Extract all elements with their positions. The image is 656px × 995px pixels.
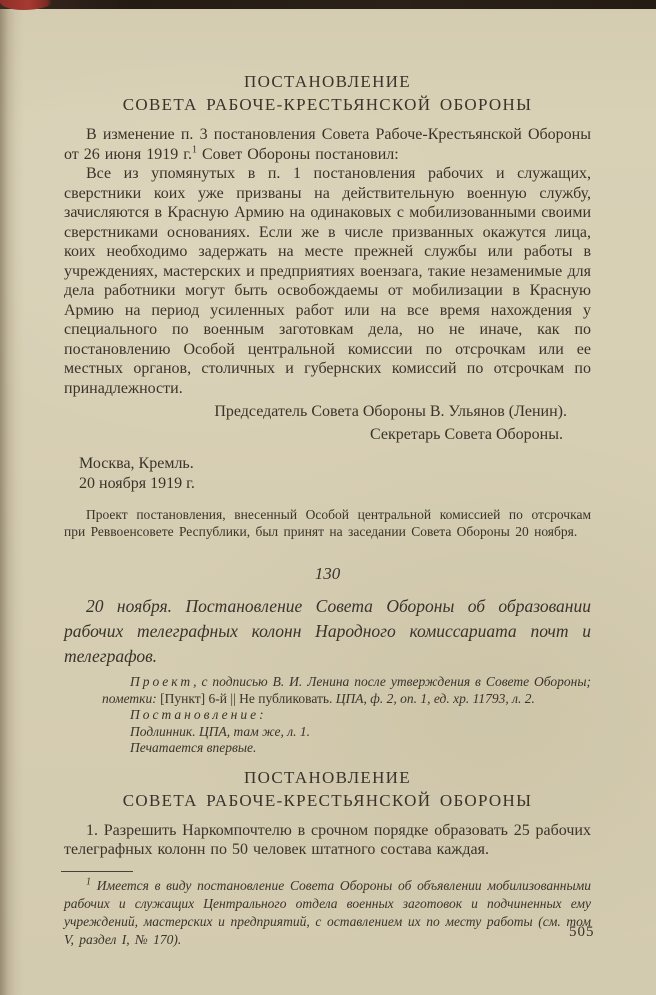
source-note-paragraph-2: [102, 707, 591, 724]
entry-lead-paragraph: 20 ноября. Постановление Совета Обороны об образовании рабочих телеграфных колонн Народного комиссариата почт и телеграфов.: [64, 596, 591, 666]
source-note-paragraph-4: Печатается впервые.: [130, 740, 257, 755]
source-note-p1-remark: [Пункт] 6-й || Не публиковать.: [160, 690, 333, 706]
decree1-signatures: [64, 402, 591, 445]
decree1-heading-line2: СОВЕТА РАБОЧЕ-КРЕСТЬЯНСКОЙ ОБОРОНЫ: [122, 95, 533, 114]
footnote-reference-1: 1: [191, 144, 197, 156]
signature-secretary: Секретарь Совета Обороны.: [370, 426, 563, 443]
decree2-heading: [64, 766, 591, 812]
decree1-paragraph-1-tail: Совет Обороны постановил:: [196, 145, 399, 163]
footnote-body: Имеется в виду постановление Совета Обороны об объявлении мобилизованными рабочих и служащих Центрального отдела военных заготовок и подчиненных ему учреждений, мастерских и предприятий, с оставлением их по месту работы (см. том V, раздел I, № 170).: [64, 877, 591, 947]
decree1-paragraph-1: [64, 125, 591, 164]
page-gutter-shadow: [0, 9, 24, 995]
source-note-p1-a: , с подписью В. И. Ленина после утверждения в Совете Обороны; пометки:: [102, 674, 591, 706]
source-note-term-postanovlenie: Постановление:: [130, 707, 267, 722]
entry-number: 130: [314, 564, 341, 583]
decree1-heading-line1: ПОСТАНОВЛЕНИЕ: [244, 72, 411, 91]
entry-source-note: [102, 674, 591, 757]
signature-chairman: Председатель Совета Обороны В. Ульянов (Ленин).: [214, 403, 567, 420]
source-note-p1-b: ЦПА, ф. 2, оп. 1, ед. хр. 11793, л. 2.: [332, 690, 535, 706]
decree1-acceptance-note: Проект постановления, внесенный Особой центральной комиссией по отсрочкам при Реввоенсовете Республики, был принят на заседании Совета Обороны 20 ноября.: [64, 507, 591, 539]
decree2-heading-line1: ПОСТАНОВЛЕНИЕ: [244, 767, 411, 787]
footnote-text: [64, 877, 591, 949]
page-content: [64, 70, 591, 949]
source-note-paragraph-1: [102, 674, 591, 707]
decree1-date: 20 ноября 1919 г.: [79, 475, 195, 492]
page-number: 505: [569, 924, 595, 940]
decree2-paragraph-1: 1. Разрешить Наркомпочтелю в срочном порядке образовать 25 рабочих телеграфных колонн по 50 человек штатного состава каждая.: [64, 821, 591, 858]
decree2-heading-line2: СОВЕТА РАБОЧЕ-КРЕСТЬЯНСКОЙ ОБОРОНЫ: [122, 790, 533, 810]
source-note-term-proekt: Проект: [130, 674, 194, 689]
footnote-separator-rule: [61, 871, 133, 872]
decree1-paragraph-2: Все из упомянутых в п. 1 постановления рабочих и служащих, сверстники коих уже призваны на действительную военную службу, зачисляются в Красную Армию на одинаковых с мобилизованными своими сверстниками основаниях. Если же в числе призванных окажутся лица, коих необходимо задержать на месте прежней службы или работы в учреждениях, мастерских и предприятиях воензага, такие незаменимые для дела работники могут быть освобождаемы от мобилизации в Красную Армию на период усиленных работ или на все время нахождения у специального по военным заготовкам дела, но не иначе, как по постановлению Особой центральной комиссии по отсрочкам или ее местных органов, столичных и губернских комиссий по отсрочкам по принадлежности.: [64, 165, 591, 397]
decree1-place-date: [79, 454, 591, 494]
decree1-heading: [64, 70, 591, 116]
source-note-paragraph-3: Подлинник. ЦПА, там же, л. 1.: [130, 723, 311, 739]
footnote-marker-1: 1: [86, 876, 91, 887]
decree1-paragraph-1-text: В изменение п. 3 постановления Совета Рабоче-Крестьянской Обороны от 26 июня 1919 г.: [64, 126, 591, 163]
decree1-place: Москва, Кремль.: [79, 455, 194, 472]
scan-top-edge: [0, 0, 656, 9]
